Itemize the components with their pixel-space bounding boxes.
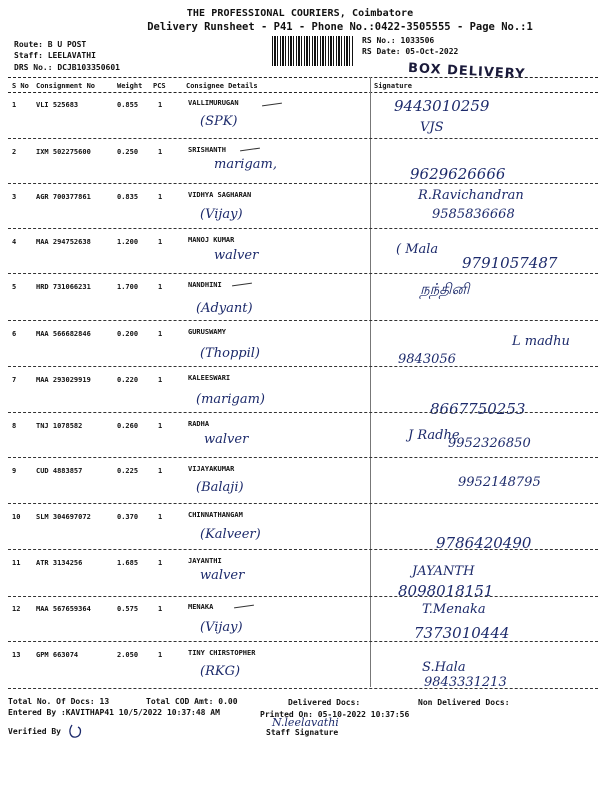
row-10-weight: 0.370 [117, 513, 139, 521]
row-11-consignee: JAYANTHI [188, 557, 222, 565]
row-10-sno: 10 [12, 513, 21, 521]
row-8-signature: 9952326850 [448, 436, 531, 451]
row-6-consignment: MAA 566682846 [36, 330, 91, 338]
row-1-consignment: VLI 525683 [36, 101, 79, 109]
row-8-sno: 8 [12, 422, 17, 430]
row-12-signature-name: T.Menaka [422, 602, 486, 617]
row-11-consignment: ATR 3134256 [36, 559, 83, 567]
row-9-note: (Balaji) [196, 480, 244, 495]
row-9-weight: 0.225 [117, 467, 139, 475]
row-8-consignment: TNJ 1078582 [36, 422, 83, 430]
row-8-signature-name: J Radhe [408, 428, 460, 443]
row-6-signature-name: L madhu [512, 334, 570, 349]
row-2-sno: 2 [12, 148, 17, 156]
row-4-consignee: MANOJ KUMAR [188, 236, 235, 244]
row-6-note: (Thoppil) [200, 346, 260, 361]
row-10-signature: 9786420490 [436, 534, 532, 552]
total-cod: Total COD Amt: 0.00 [146, 697, 238, 706]
row-12-signature: 7373010444 [414, 624, 510, 642]
col-sno: S No [12, 82, 29, 90]
row-2-consignee: SRISHANTH [188, 146, 226, 154]
delivered-docs: Delivered Docs: [288, 698, 361, 707]
row-5-note: (Adyant) [196, 301, 253, 316]
row-5-tick [232, 283, 252, 287]
company-title: THE PROFESSIONAL COURIERS, Coimbatore [186, 8, 414, 19]
row-7-note: (marigam) [196, 392, 265, 407]
row-9-consignee: VIJAYAKUMAR [188, 465, 235, 473]
row-1-signature-mark: VJS [420, 120, 444, 135]
row-9-pcs: 1 [158, 467, 163, 475]
row-separator [8, 641, 598, 642]
staff-label: Staff: LEELAVATHI [14, 51, 96, 60]
row-10-pcs: 1 [158, 513, 163, 521]
row-7-consignee: KALEESWARI [188, 374, 231, 382]
row-separator [8, 228, 598, 229]
row-6-signature: 9843056 [398, 352, 456, 367]
row-2-tick [240, 148, 260, 152]
row-8-consignee: RADHA [188, 420, 210, 428]
rs-date: RS Date: 05-Oct-2022 [362, 47, 459, 56]
row-4-weight: 1.200 [117, 238, 139, 246]
row-6-pcs: 1 [158, 330, 163, 338]
row-13-pcs: 1 [158, 651, 163, 659]
col-consignee: Consignee Details [186, 82, 258, 90]
col-pcs: PCS [153, 82, 166, 90]
row-5-consignee: NANDHINI [188, 281, 222, 289]
row-11-note: walver [200, 568, 245, 583]
printed-on: Printed On: 05-10-2022 10:37:56 [260, 710, 410, 719]
row-2-consignment: IXM 502275600 [36, 148, 91, 156]
row-13-signature: 9843331213 [424, 675, 507, 690]
verified-by: Verified By [8, 727, 61, 736]
col-weight: Weight [117, 82, 143, 90]
row-separator [8, 549, 598, 550]
row-12-note: (Vijay) [200, 620, 243, 635]
row-5-sno: 5 [12, 283, 17, 291]
row-9-signature: 9952148795 [458, 475, 541, 490]
row-2-pcs: 1 [158, 148, 163, 156]
verifier-initial-mark [66, 721, 86, 741]
row-8-weight: 0.260 [117, 422, 139, 430]
drs-number: DRS No.: DCJB103350601 [14, 63, 120, 72]
route-label: Route: B U POST [14, 40, 87, 49]
row-1-weight: 0.855 [117, 101, 139, 109]
row-separator [8, 457, 598, 458]
row-4-sno: 4 [12, 238, 17, 246]
row-separator [8, 503, 598, 504]
row-1-signature: 9443010259 [394, 97, 490, 115]
row-3-pcs: 1 [158, 193, 163, 201]
row-2-signature: 9629626666 [410, 165, 506, 183]
row-1-sno: 1 [12, 101, 17, 109]
row-9-consignment: CUD 4883857 [36, 467, 83, 475]
row-13-weight: 2.050 [117, 651, 139, 659]
row-12-tick [234, 605, 254, 609]
row-12-consignee: MENAKA [188, 603, 214, 611]
row-separator [8, 412, 598, 413]
row-11-pcs: 1 [158, 559, 163, 567]
row-10-consignee: CHINNATHANGAM [188, 511, 243, 519]
row-13-consignee: TINY CHIRSTOPHER [188, 649, 256, 657]
row-5-weight: 1.700 [117, 283, 139, 291]
row-4-consignment: MAA 294752638 [36, 238, 91, 246]
row-12-consignment: MAA 567659364 [36, 605, 91, 613]
col-signature: Signature [374, 82, 412, 90]
row-separator [8, 183, 598, 184]
row-3-note: (Vijay) [200, 207, 243, 222]
row-5-consignment: HRD 731066231 [36, 283, 91, 291]
row-7-pcs: 1 [158, 376, 163, 384]
row-2-note: marigam, [214, 157, 277, 172]
row-4-pcs: 1 [158, 238, 163, 246]
row-7-consignment: MAA 293029919 [36, 376, 91, 384]
row-7-weight: 0.220 [117, 376, 139, 384]
row-6-consignee: GURUSWAMY [188, 328, 226, 336]
runsheet-subtitle: Delivery Runsheet - P41 - Phone No.:0422-3505555 - Page No.:1 [147, 21, 533, 33]
row-13-consignment: GPM 663074 [36, 651, 79, 659]
row-1-pcs: 1 [158, 101, 163, 109]
row-7-sno: 7 [12, 376, 17, 384]
row-4-signature-name: ( Mala [396, 242, 439, 257]
row-13-sno: 13 [12, 651, 21, 659]
row-separator [8, 366, 598, 367]
row-separator [8, 688, 598, 689]
row-1-consignee: VALLIMURUGAN [188, 99, 239, 107]
row-5-signature: நந்தினி [420, 280, 470, 298]
row-3-signature: 9585836668 [432, 207, 515, 222]
row-separator [8, 320, 598, 321]
row-12-pcs: 1 [158, 605, 163, 613]
row-3-weight: 0.835 [117, 193, 139, 201]
row-11-weight: 1.685 [117, 559, 139, 567]
row-12-weight: 0.575 [117, 605, 139, 613]
row-10-consignment: SLM 304697072 [36, 513, 91, 521]
row-12-sno: 12 [12, 605, 21, 613]
row-3-signature-name: R.Ravichandran [418, 188, 524, 203]
row-1-tick [262, 103, 282, 107]
col-consignment: Consignment No [36, 82, 96, 90]
row-4-signature: 9791057487 [462, 254, 558, 272]
row-3-sno: 3 [12, 193, 17, 201]
row-separator [8, 273, 598, 274]
barcode [272, 36, 354, 66]
header-bottom-rule [8, 92, 598, 93]
row-separator [8, 138, 598, 139]
row-8-note: walver [204, 432, 249, 447]
row-3-consignee: VIDHYA SAGHARAN [188, 191, 252, 199]
row-11-signature: 8098018151 [398, 582, 494, 600]
row-7-signature: 8667750253 [430, 400, 526, 418]
rs-number: RS No.: 1033506 [362, 36, 435, 45]
row-8-pcs: 1 [158, 422, 163, 430]
entered-by: Entered By :KAVITHAP41 10/5/2022 10:37:48 AM [8, 708, 220, 717]
row-3-consignment: AGR 700377861 [36, 193, 91, 201]
header-top-rule [8, 77, 598, 78]
total-docs: Total No. Of Docs: 13 [8, 697, 110, 706]
row-9-sno: 9 [12, 467, 17, 475]
staff-signature-label: Staff Signature [266, 728, 339, 737]
row-5-pcs: 1 [158, 283, 163, 291]
row-13-note: (RKG) [200, 664, 241, 679]
row-11-signature-name: JAYANTH [412, 564, 475, 579]
staff-signature-hand: N.leelavathi [272, 716, 339, 729]
row-6-sno: 6 [12, 330, 17, 338]
row-4-note: walver [214, 248, 259, 263]
row-13-signature-name: S.Hala [422, 660, 466, 675]
non-delivered-docs: Non Delivered Docs: [418, 698, 510, 707]
row-10-note: (Kalveer) [200, 527, 261, 542]
row-2-weight: 0.250 [117, 148, 139, 156]
row-1-note: (SPK) [200, 114, 238, 129]
box-delivery-stamp: BOX DELIVERY [407, 60, 526, 83]
row-6-weight: 0.200 [117, 330, 139, 338]
row-separator [8, 596, 598, 597]
row-11-sno: 11 [12, 559, 21, 567]
